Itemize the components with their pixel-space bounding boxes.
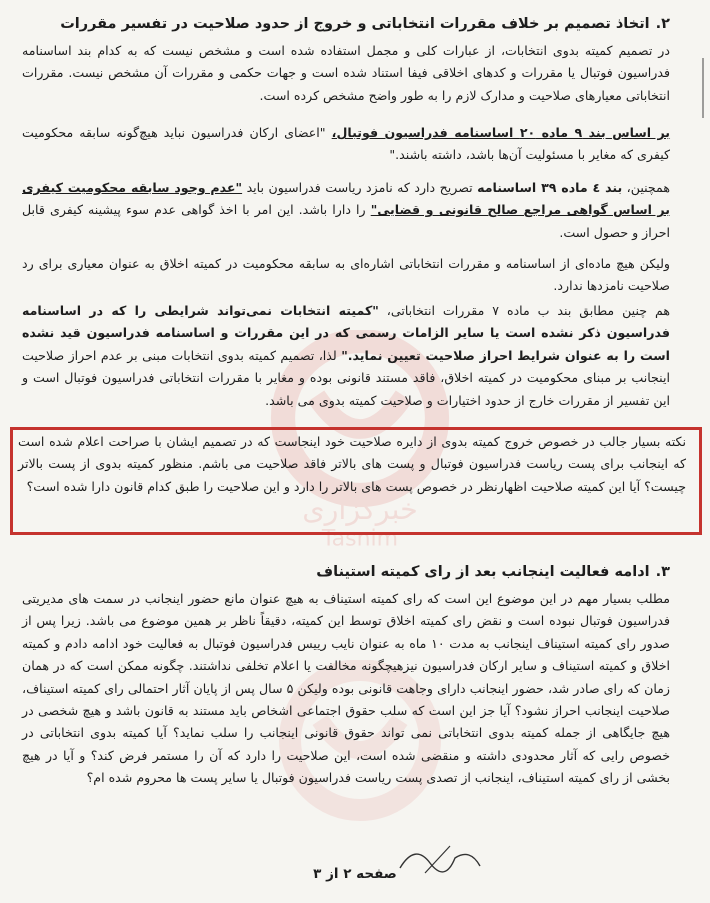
paragraph-6-text: نکته بسیار جالب در خصوص خروج کمیته بدوی از دایره صلاحیت خود اینجاست که در تصمیم ایشان با صراحت اعلام شده است که اینجانب برای پست ریاست فدراسیون فوتبال و پست های بالاتر فاقد صلاحیت می باشم. منظور کمیته بدوی از پست بالاتر چیست؟ آیا این کمیته صلاحیت اظهارنظر در خصوص پست های بالاتر را دارد و این صلاحیت را طبق کدام قانون دارا شده است؟ (18, 434, 686, 494)
watermark-latin-text: Tasnim (321, 526, 399, 550)
paragraph-7-text: مطلب بسیار مهم در این موضوع این است که رای کمیته استیناف به هیچ عنوان مانع حضور اینجانب در سمت های مدیریتی فدراسیون فوتبال نبوده است و نقض رای کمیته اخلاق توسط این کمیته، دقیقاً ناظر بر همین موضوع می باشد. زیرا پس از صدور رای کمیته استیناف اینجانب به مدت ۱۰ ماه به عنوان نایب رییس فدراسیون فوتبال به فعالیت خود ادامه دادم و کمیته اخلاق و کمیته استیناف و سایر ارکان فدراسیون نیزهیچگونه مخالفت یا اعلام تخلفی نداشتند. چگونه ممکن است که در همان زمان که رای صادر شد، حضور اینجانب دارای وجاهت قانونی بوده ولیکن ۵ سال پس از پایان آثار احتمالی رای کمیته استیناف، صلاحیت اینجانب احراز نشود؟ آیا جز این است که سلب حقوق اجتماعی اشخاص باید مستند به قانون باشد و هیچ شخصی در هیچ جایگاهی از جمله کمیته بدوی انتخاباتی نمی تواند حقوق قانونی اینجانب را سلب نماید؟ آیا کمیته بدوی انتخاباتی در خصوص رایی که آثار محدودی داشته و منقضی شده است، این صلاحیت را دارد که آن را مستمر فرض کند؟ و آیا در هیچ بخشی از رای کمیته استیناف، اینجانب از تصدی پست ریاست فدراسیون فوتبال یا سایر پست ها محروم شده ام؟ (22, 591, 671, 786)
paragraph-2 (22, 122, 670, 167)
watermark-agency-text: خبرگزاری (302, 492, 418, 527)
page-number-footer: صفحه ۲ از ۳ (313, 866, 397, 882)
paragraph-6-highlighted (18, 431, 686, 498)
section-3-heading (316, 562, 670, 582)
section-3-number: ۳. (655, 564, 670, 580)
paragraph-5-part-a: هم چنین مطابق بند ب ماده ۷ مقررات انتخاباتی، (378, 303, 670, 318)
paragraph-7 (22, 588, 670, 790)
section-3-title: ادامه فعالیت اینجانب بعد از رای کمیته استیناف (316, 564, 650, 580)
paragraph-3 (22, 177, 670, 244)
paragraph-3-part-c: تصریح دارد که نامزد ریاست فدراسیون باید (242, 180, 478, 195)
paragraph-3-part-a: همچنین، (622, 180, 670, 195)
paragraph-5-part-c: لذا، تصمیم کمیته بدوی انتخابات مبنی بر عدم احراز صلاحیت اینجانب بر مبنای محکومیت در کمیته اخلاق، فاقد مستند قانونی بوده و مغایر با مقررات انتخاباتی فدراسیون فوتبال است و این تفسیر از مقررات خارج از حدود اختیارات و صلاحیت کمیته بدوی می باشد. (22, 347, 670, 408)
paragraph-4-text: ولیکن هیچ ماده‌ای از اساسنامه و مقررات انتخاباتی اشاره‌ای به سابقه محکومیت در کمیته اخلاق به عنوان معیاری برای رد صلاحیت نامزدها ندارد. (22, 256, 670, 294)
paragraph-3-quote: "عدم وجود سابقه محکومیت کیفری بر اساس گواهی مراجع صالح قانونی و قضایی" (22, 180, 670, 218)
paragraph-5 (22, 300, 670, 412)
margin-mark (698, 58, 708, 118)
paragraph-1 (22, 40, 670, 107)
section-2-number: ۲. (655, 16, 670, 32)
paragraph-5-quote: "کمیته انتخابات نمی‌تواند شرایطی را که در اساسنامه فدراسیون ذکر نشده است یا سایر الزامات رسمی که در این مقررات و اساسنامه فدراسیون قید نشده است را به عنوان شرایط احراز صلاحیت تعیین نماید." (22, 303, 670, 363)
section-2-heading (60, 14, 670, 34)
paragraph-1-text: در تصمیم کمیته بدوی انتخابات، از عبارات کلی و مجمل استفاده شده است و مشخص نیست که به کدام بند اساسنامه فدراسیون فوتبال یا مقررات و کدهای اخلاقی فیفا استناد شده است و جهات حکمی و مقررات آن مشخص نیست. مقررات انتخاباتی معیارهای صلاحیت و مدارک لازم را به طور واضح مشخص کرده است. (22, 43, 670, 103)
paragraph-4 (22, 253, 670, 298)
section-2-title: اتخاذ تصمیم بر خلاف مقررات انتخاباتی و خروج از حدود صلاحیت در تفسیر مقررات (60, 16, 650, 32)
paragraph-3-reference: بند ٤ ماده ۳۹ اساسنامه (477, 180, 623, 195)
paragraph-2-quote: "اعضای ارکان فدراسیون نباید هیچ‌گونه سابقه محکومیت کیفری که مغایر با مسئولیت آن‌ها باشد، داشته باشند." (22, 125, 670, 163)
paragraph-3-part-e: را دارا باشد. این امر با اخذ گواهی عدم سوء پیشینه کیفری قابل احراز و حصول است. (22, 202, 670, 240)
paragraph-2-reference: بر اساس بند ۹ ماده ۲۰ اساسنامه فدراسیون فوتبال، (331, 125, 671, 140)
